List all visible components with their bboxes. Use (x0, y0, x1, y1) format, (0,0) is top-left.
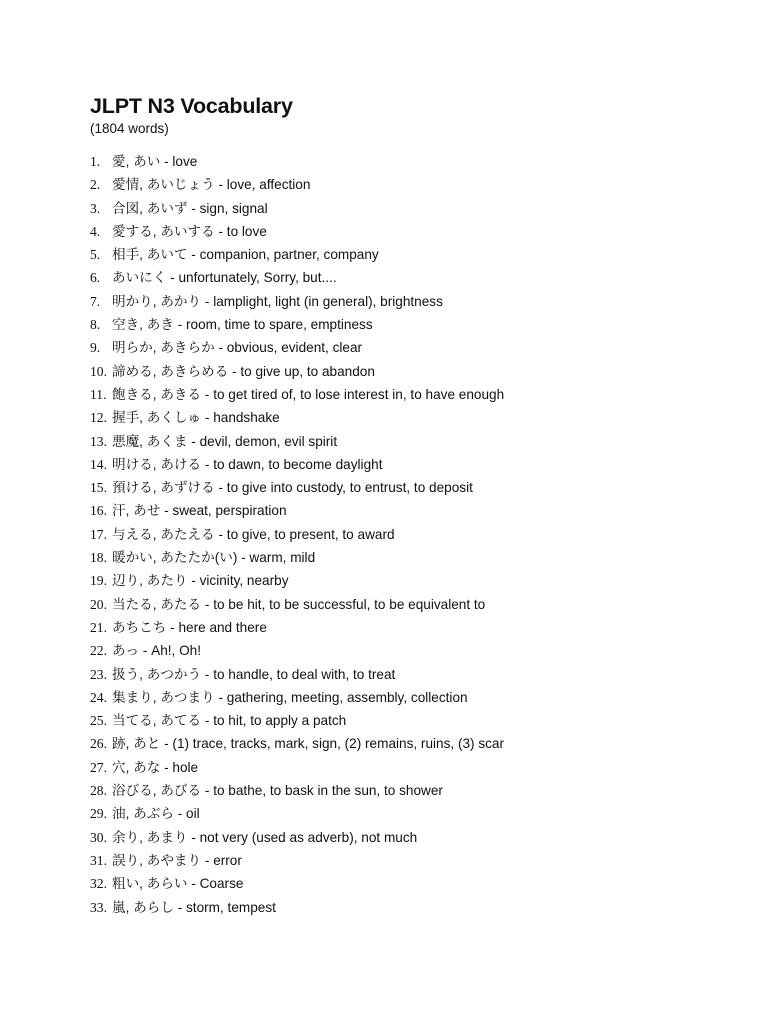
vocab-entry-text: 愛する, あいする - to love (112, 223, 267, 239)
vocab-entry-text: 愛, あい - love (112, 154, 198, 169)
item-number: 26. (90, 736, 107, 752)
vocab-entry-text: あいにく - unfortunately, Sorry, but.... (112, 270, 337, 286)
vocab-entry-text: 諦める, あきらめる - to give up, to abandon (112, 363, 375, 379)
vocab-item (90, 499, 504, 522)
vocab-item (90, 849, 504, 872)
item-number: 3. (90, 200, 101, 216)
page-title: JLPT N3 Vocabulary (90, 94, 293, 118)
vocab-entry-text: 辺り, あたり - vicinity, nearby (112, 573, 289, 589)
vocab-entry-text: 当てる, あてる - to hit, to apply a patch (112, 713, 347, 729)
vocab-entry-text: 粗い, あらい - Coarse (112, 876, 244, 892)
vocab-item (90, 639, 504, 662)
item-number: 2. (90, 177, 101, 193)
vocab-item (90, 406, 504, 429)
vocab-item (90, 546, 504, 569)
vocab-entry-text: 与える, あたえる - to give, to present, to award (112, 526, 395, 542)
item-number: 7. (90, 293, 101, 309)
item-number: 27. (90, 759, 107, 775)
item-number: 12. (90, 410, 107, 426)
item-number: 15. (90, 480, 107, 496)
vocab-item (90, 360, 504, 383)
vocabulary-list (90, 150, 504, 919)
item-number: 10. (90, 363, 107, 379)
vocab-item (90, 663, 504, 686)
vocab-entry-text: 相手, あいて - companion, partner, company (112, 247, 379, 263)
item-number: 18. (90, 550, 107, 566)
vocab-item (90, 430, 504, 453)
vocab-item (90, 616, 504, 639)
item-number: 1. (90, 154, 101, 169)
item-number: 31. (90, 852, 107, 868)
vocab-item (90, 686, 504, 709)
vocab-entry-text: 明ける, あける - to dawn, to become daylight (112, 456, 383, 472)
vocab-item (90, 220, 504, 243)
item-number: 19. (90, 573, 107, 589)
vocab-entry-text: 当たる, あたる - to be hit, to be successful, to be equivalent to (112, 596, 486, 612)
word-count: (1804 words) (90, 121, 169, 136)
vocab-item (90, 802, 504, 825)
vocab-entry-text: あちこち - here and there (112, 619, 267, 635)
vocab-entry-text: 空き, あき - room, time to spare, emptiness (112, 317, 373, 333)
vocab-entry-text: 誤り, あやまり - error (112, 852, 242, 868)
item-number: 14. (90, 456, 107, 472)
vocab-item (90, 173, 504, 196)
vocab-entry-text: あっ - Ah!, Oh! (112, 643, 201, 659)
vocab-entry-text: 握手, あくしゅ - handshake (112, 410, 280, 426)
vocab-entry-text: 汗, あせ - sweat, perspiration (112, 503, 287, 519)
vocab-entry-text: 扱う, あつかう - to handle, to deal with, to treat (112, 666, 396, 682)
item-number: 16. (90, 503, 107, 519)
vocab-item (90, 383, 504, 406)
item-number: 5. (90, 247, 101, 263)
item-number: 17. (90, 526, 107, 542)
vocab-item (90, 290, 504, 313)
item-number: 11. (90, 386, 107, 402)
vocab-item (90, 779, 504, 802)
vocab-entry-text: 預ける, あずける - to give into custody, to entrust, to deposit (112, 480, 473, 496)
vocab-entry-text: 明らか, あきらか - obvious, evident, clear (112, 340, 363, 356)
vocab-entry-text: 愛情, あいじょう - love, affection (112, 177, 311, 193)
vocab-item (90, 756, 504, 779)
vocab-entry-text: 集まり, あつまり - gathering, meeting, assembly, collection (112, 689, 468, 705)
vocab-item (90, 453, 504, 476)
vocab-item (90, 872, 504, 895)
item-number: 25. (90, 713, 107, 729)
vocab-item (90, 593, 504, 616)
item-number: 21. (90, 619, 107, 635)
item-number: 28. (90, 783, 107, 799)
vocab-entry-text: 浴びる, あびる - to bathe, to bask in the sun, to shower (112, 783, 443, 799)
vocab-item (90, 896, 504, 919)
item-number: 24. (90, 689, 107, 705)
vocab-item (90, 313, 504, 336)
item-number: 23. (90, 666, 107, 682)
vocab-entry-text: 暖かい, あたたか(い) - warm, mild (112, 550, 316, 566)
vocab-item (90, 476, 504, 499)
vocab-item (90, 523, 504, 546)
vocab-item (90, 732, 504, 755)
vocab-entry-text: 嵐, あらし - storm, tempest (112, 899, 276, 915)
vocab-entry-text: 油, あぶら - oil (112, 806, 200, 822)
item-number: 29. (90, 806, 107, 822)
vocab-item (90, 266, 504, 289)
vocab-item (90, 197, 504, 220)
item-number: 9. (90, 340, 101, 356)
vocab-item (90, 826, 504, 849)
vocab-item (90, 709, 504, 732)
vocab-item (90, 569, 504, 592)
item-number: 8. (90, 317, 101, 333)
item-number: 22. (90, 643, 107, 659)
item-number: 4. (90, 223, 101, 239)
vocab-entry-text: 飽きる, あきる - to get tired of, to lose interest in, to have enough (112, 386, 505, 402)
vocab-entry-text: 悪魔, あくま - devil, demon, evil spirit (112, 433, 338, 449)
item-number: 20. (90, 596, 107, 612)
item-number: 33. (90, 899, 107, 915)
vocab-entry-text: 跡, あと - (1) trace, tracks, mark, sign, (2) remains, ruins, (3) scar (112, 736, 505, 752)
vocab-entry-text: 明かり, あかり - lamplight, light (in general), brightness (112, 293, 443, 309)
item-number: 32. (90, 876, 107, 892)
item-number: 6. (90, 270, 101, 286)
vocab-entry-text: 穴, あな - hole (112, 759, 199, 775)
vocab-entry-text: 余り, あまり - not very (used as adverb), not much (112, 829, 418, 845)
item-number: 30. (90, 829, 107, 845)
item-number: 13. (90, 433, 107, 449)
vocab-item (90, 243, 504, 266)
vocab-item (90, 336, 504, 359)
vocab-item (90, 150, 504, 173)
vocab-entry-text: 合図, あいず - sign, signal (112, 200, 268, 216)
